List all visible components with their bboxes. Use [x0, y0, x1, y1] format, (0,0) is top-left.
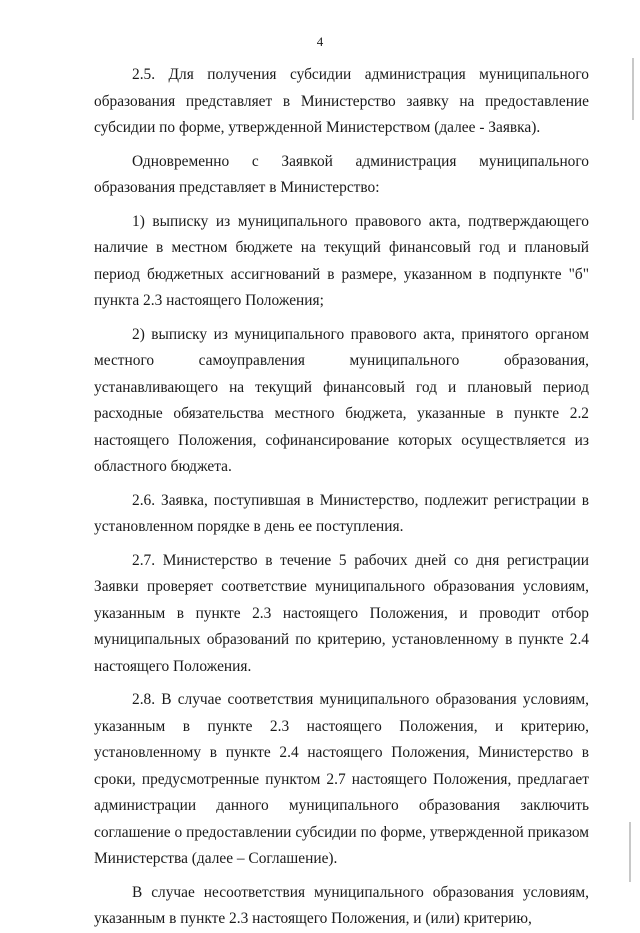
paragraph-2-8: 2.8. В случае соответствия муниципального образования условиям, указанным в пункте 2.3 настоящего Положения, и критерию, установленному в пункте 2.4 настоящего Положения, Министерство в сроки, предусмотренные пунктом 2.7 настоящего Положения, предлагает администрации данного муниципального образования заключить соглашение о предоставлении субсидии по форме, утвержденной приказом Министерства (далее – Соглашение).: [94, 691, 589, 867]
paragraph-non-compliance: В случае несоответствия муниципального образования условиям, указанным в пункте 2.3 настоящего Положения, и (или) критерию,: [94, 883, 589, 927]
paragraph-2-5: 2.5. Для получения субсидии администрация муниципального образования представляет в Министерство заявку на предоставление субсидии по форме, утвержденной Министерством (далее - Заявка).: [94, 66, 589, 136]
list-item-2: 2) выписку из муниципального правового акта, принятого органом местного самоуправления муниципального образования, устанавливающего на текущий финансовый год и плановый период расходные обязательства местного бюджета, указанные в пункте 2.2 настоящего Положения, софинансирование которых осуществляется из областного бюджета.: [94, 325, 589, 475]
paragraph-2-6: 2.6. Заявка, поступившая в Министерство, подлежит регистрации в установленном порядке в день ее поступления.: [94, 491, 589, 535]
list-item-1: 1) выписку из муниципального правового акта, подтверждающего наличие в местном бюджете на текущий финансовый год и плановый период бюджетных ассигнований в размере, указанном в подпункте "б" пункта 2.3 настоящего Положения;: [94, 212, 589, 309]
scan-artifact-top: [632, 58, 634, 120]
document-body: [94, 62, 589, 933]
paragraph-simultaneously: Одновременно с Заявкой администрация муниципального образования представляет в Министерство:: [94, 152, 589, 196]
page-number: 4: [316, 34, 324, 49]
paragraph-2-7: 2.7. Министерство в течение 5 рабочих дней со дня регистрации Заявки проверяет соответствие муниципального образования условиям, указанным в пункте 2.3 настоящего Положения, и проводит отбор муниципальных образований по критерию, установленному в пункте 2.4 настоящего Положения.: [94, 551, 589, 675]
scan-artifact-bottom: [629, 822, 631, 882]
